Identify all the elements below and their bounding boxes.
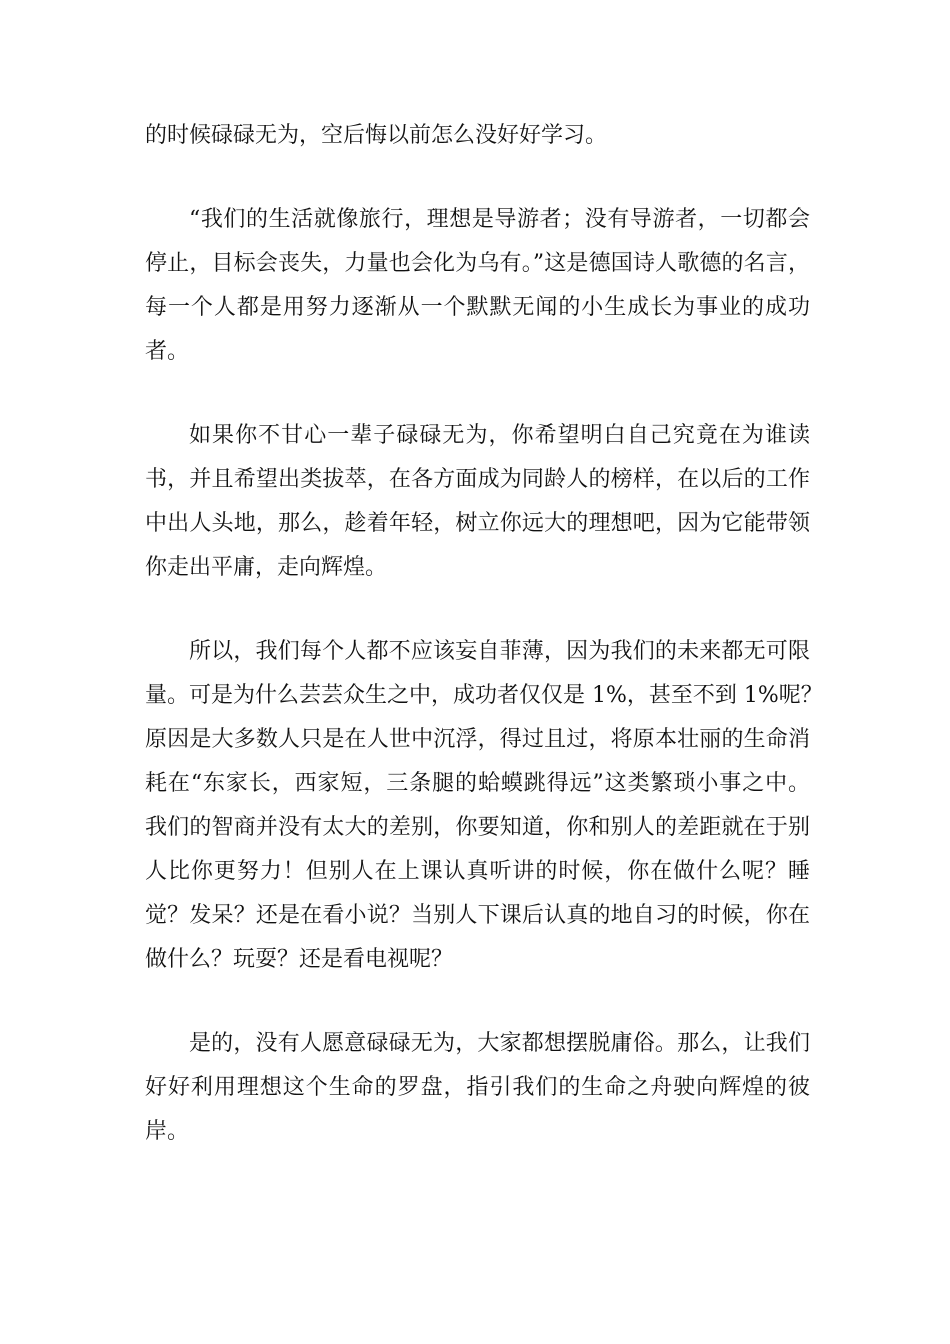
paragraph-line: 停止，目标会丧失，力量也会化为乌有。”这是德国诗人歌德的名言， [145,251,810,276]
paragraph-line: 是的，没有人愿意碌碌无为，大家都想摆脱庸俗。那么，让我们 [189,1031,810,1056]
paragraph-line: 你走出平庸，走向辉煌。 [145,555,388,580]
paragraph-line: “我们的生活就像旅行，理想是导游者；没有导游者，一切都会 [189,207,810,232]
document-body [145,114,823,1154]
paragraph-line: 原因是大多数人只是在人世中沉浮，得过且过，将原本壮丽的生命消 [145,727,810,752]
paragraph-line: 量。可是为什么芸芸众生之中，成功者仅仅是 1%，甚至不到 1%呢？ [145,683,823,708]
paragraph-line: 如果你不甘心一辈子碌碌无为，你希望明白自己究竟在为谁读 [189,423,810,448]
paragraph-3 [145,414,810,590]
paragraph-1 [145,114,810,158]
paragraph-line: 者。 [145,339,190,364]
paragraph-line: 每一个人都是用努力逐渐从一个默默无闻的小生成长为事业的成功 [145,295,810,320]
paragraph-2 [145,198,810,374]
paragraph-4 [145,630,823,982]
paragraph-line: 岸。 [145,1119,190,1144]
paragraph-line: 书，并且希望出类拔萃，在各方面成为同龄人的榜样，在以后的工作 [145,467,810,492]
paragraph-line: 的时候碌碌无为，空后悔以前怎么没好好学习。 [145,123,608,148]
paragraph-line: 所以，我们每个人都不应该妄自菲薄，因为我们的未来都无可限 [189,639,810,664]
paragraph-line: 觉？发呆？还是在看小说？当别人下课后认真的地自习的时候，你在 [145,903,810,928]
paragraph-line: 做什么？玩耍？还是看电视呢？ [145,947,454,972]
paragraph-line: 人比你更努力！但别人在上课认真听讲的时候，你在做什么呢？睡 [145,859,810,884]
paragraph-line: 我们的智商并没有太大的差别，你要知道，你和别人的差距就在于别 [145,815,810,840]
paragraph-line: 耗在“东家长，西家短，三条腿的蛤蟆跳得远”这类繁琐小事之中。 [145,771,810,796]
paragraph-line: 好好利用理想这个生命的罗盘，指引我们的生命之舟驶向辉煌的彼 [145,1075,810,1100]
paragraph-line: 中出人头地，那么，趁着年轻，树立你远大的理想吧，因为它能带领 [145,511,810,536]
paragraph-5 [145,1022,810,1154]
